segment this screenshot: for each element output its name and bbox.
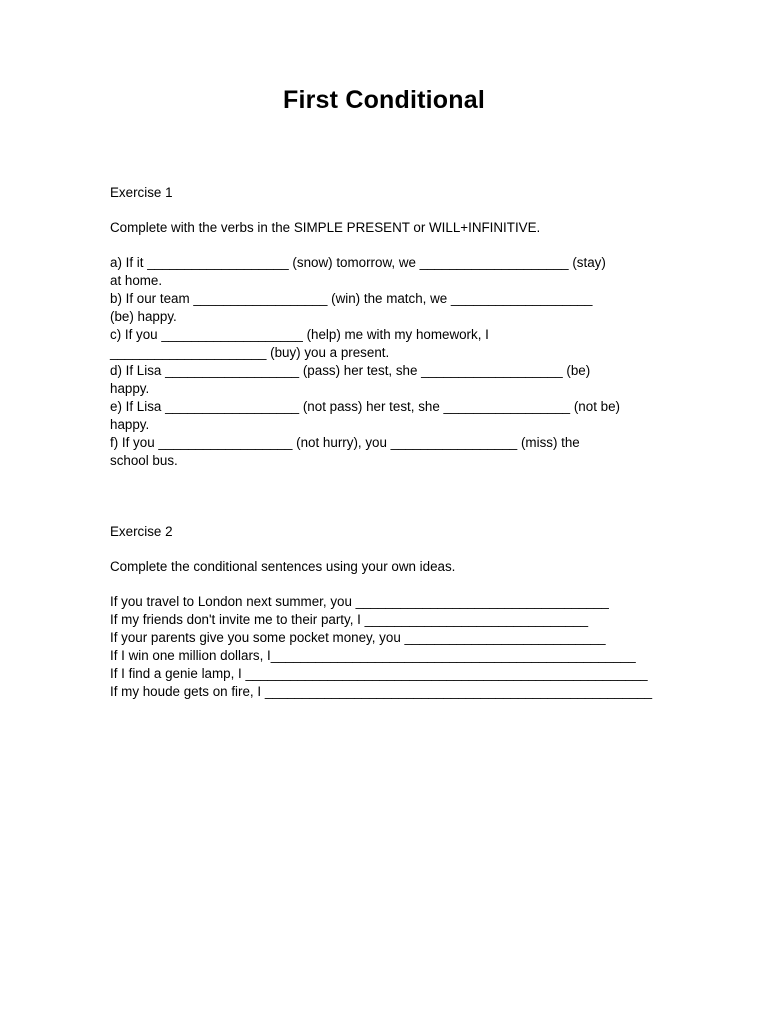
exercise2-instruction: Complete the conditional sentences using your own ideas. [110,559,456,574]
exercise2-line: If my houde gets on fire, I ____________________________________________________ [110,684,653,699]
exercise2-items [110,593,660,701]
exercise1-line: _____________________ (buy) you a present. [110,345,390,360]
exercise2-line: If I win one million dollars, I_________________________________________________ [110,648,636,663]
exercise1-line: a) If it ___________________ (snow) tomorrow, we ____________________ (stay) [110,255,606,270]
exercise1-line: happy. [110,417,150,432]
exercise2-line: If my friends don't invite me to their party, I ______________________________ [110,612,589,627]
exercise2-line: If your parents give you some pocket money, you ___________________________ [110,630,606,645]
exercise1-line: school bus. [110,453,178,468]
exercise1-line: d) If Lisa __________________ (pass) her test, she ___________________ (be) [110,363,591,378]
exercise2-line: If I find a genie lamp, I ______________________________________________________ [110,666,648,681]
exercise2-heading: Exercise 2 [110,524,173,539]
exercise1-line: b) If our team __________________ (win) the match, we ___________________ [110,291,593,306]
exercise2-line: If you travel to London next summer, you __________________________________ [110,594,609,609]
worksheet-content [110,184,660,701]
exercise1-heading: Exercise 1 [110,185,173,200]
exercise1-line: happy. [110,381,150,396]
page-title: First Conditional [283,86,485,114]
exercise1-line: e) If Lisa __________________ (not pass) her test, she _________________ (not be) [110,399,620,414]
exercise1-line: f) If you __________________ (not hurry), you _________________ (miss) the [110,435,580,450]
exercise1-line: (be) happy. [110,309,177,324]
exercise1-items [110,254,660,470]
exercise1-instruction: Complete with the verbs in the SIMPLE PRESENT or WILL+INFINITIVE. [110,220,541,235]
exercise1-line: at home. [110,273,163,288]
exercise1-line: c) If you ___________________ (help) me with my homework, I [110,327,489,342]
